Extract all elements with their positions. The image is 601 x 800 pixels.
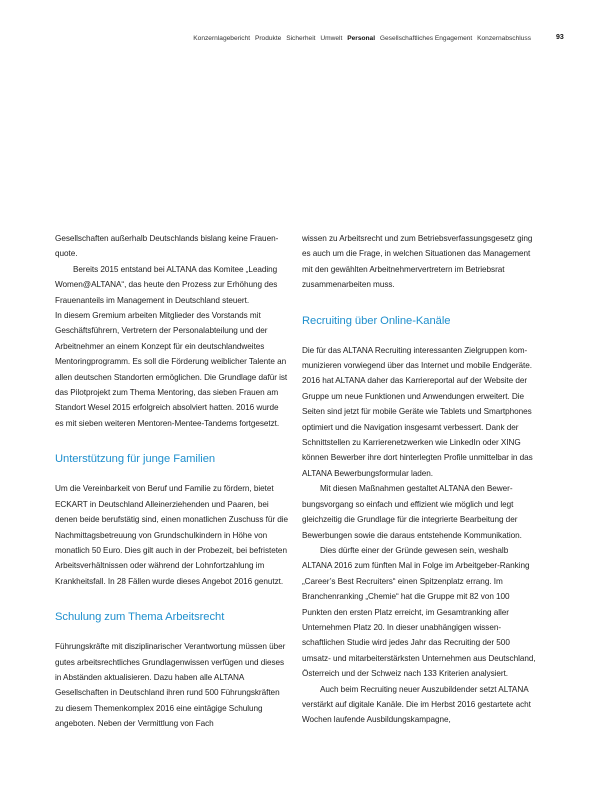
nav-item-sicherheit[interactable]: Sicherheit: [286, 35, 316, 42]
paragraph: Auch beim Recruiting neuer Auszubildender setzt ALTANA verstärkt auf digitale Kanäle. Die im Herbst 2016 gestartete acht Wochen laufende Ausbildungskampagne,: [302, 684, 531, 725]
paragraph: Um die Vereinbarkeit von Beruf und Familie zu fördern, bietet ECKART in Deutschland Alleinerziehenden und Paaren, bei denen beide berufstätig sind, einen monatlichen Zuschuss für die Nachmittagsbetreuung von Grundschulkindern in Höhe von monatlich 50 Euro. Dies gilt auch in der Probezeit, bei befristeten Arbeitsverhältnissen oder während der Lohnfortzahlung im Krankheitsfall. In 28 Fällen wurde dieses Angebot 2016 genutzt.: [55, 484, 289, 586]
paragraph: Führungskräfte mit disziplinarischer Verantwortung müssen über gutes arbeitsrechtliches Grundlagenwissen verfügen und dieses in Abständen aktualisieren. Dazu haben alle ALTANA Gesellschaften in Deutschland ihren rund 500 Führungskräften zu diesem Themenkomplex 2016 eine eintägige Schulung angeboten. Neben der Vermittlung von Fach: [55, 642, 286, 729]
right-column: [302, 231, 536, 728]
page-number: 93: [556, 34, 564, 41]
section-heading: Schulung zum Thema Arbeitsrecht: [55, 611, 225, 624]
nav-item-gesellschaftliches-engagement[interactable]: Gesellschaftliches Engagement: [379, 35, 473, 42]
nav-item-umwelt[interactable]: Umwelt: [320, 35, 343, 42]
paragraph: In diesem Gremium arbeiten Mitglieder des Vorstands mit Geschäftsführern, Vertretern der Personalabteilung und der Arbeitnehmer an einem Konzept für ein deutschlandweites Mentoringprogramm. Es soll die Förderung weiblicher Talente an allen deutschen Standorten ermöglichen. Die Grundlage dafür ist das Pilotprojekt zum Thema Mentoring, das sieben Frauen am Standort Wesel 2015 erfolgreich absolviert hatten. 2016 wurde es mit sieben weiteren Mentoren-Mentee-Tandems fortgesetzt.: [55, 311, 288, 428]
nav-item-produkte[interactable]: Produkte: [254, 35, 282, 42]
paragraph: Bereits 2015 entstand bei ALTANA das Komitee „Leading Women@ALTANA“, das heute den Prozess zur Erhöhung des Frauenanteils im Management in Deutschland steuert.: [55, 264, 278, 305]
section-heading: Recruiting über Online-Kanäle: [302, 314, 451, 327]
paragraph: Die für das ALTANA Recruiting interessanten Zielgruppen kommunizieren vorwiegend über das Internet und mobile Endgeräte. 2016 hat ALTANA daher das Karriereportal auf der Website der Gruppe um neue Funktionen und Anwendungen erweitert. Die Seiten sind jetzt für mobile Geräte wie Tablets und Smartphones optimiert und die Navigation insgesamt verbessert. Dank der Schnittstellen zu Karrierenetzwerken wie LinkedIn oder XING können Bewerber ihre dort hinterlegten Profile unmittelbar in das ALTANA Bewerbungsformular laden.: [302, 345, 533, 478]
nav-item-konzernlagebericht[interactable]: Konzernlagebericht: [193, 35, 251, 42]
left-column: [55, 231, 289, 732]
paragraph: wissen zu Arbeitsrecht und zum Betriebsverfassungsgesetz ging es auch um die Frage, in welchen Situationen das Management mit den gewählten Arbeitnehmervertretern im Betriebsrat zusammenarbeiten muss.: [302, 234, 533, 290]
section-navigation: [190, 35, 531, 42]
section-heading: Unterstützung für junge Familien: [55, 453, 216, 466]
paragraph: Gesellschaften außerhalb Deutschlands bislang keine Frauenquote.: [55, 234, 279, 259]
nav-item-personal[interactable]: Personal: [347, 35, 376, 42]
nav-item-konzernabschluss[interactable]: Konzernabschluss: [477, 35, 531, 42]
paragraph: Mit diesen Maßnahmen gestaltet ALTANA den Bewerbungsvorgang so einfach und effizient wie möglich und legt gleichzeitig die Grundlage für die integrierte Bearbeitung der Bewerbungen sowie die daraus entstehende Kommunikation.: [302, 484, 522, 540]
paragraph: Dies dürfte einer der Gründe gewesen sein, weshalb ALTANA 2016 zum fünften Mal in Folge im Arbeitgeber-Ranking „Career’s Best Recruiters“ einen Spitzenplatz errang. Im Branchenranking „Chemie“ hat die Gruppe mit 82 von 100 Punkten den ersten Platz erreicht, im Gesamtranking aller Unternehmen Platz 20. In dieser unabhängigen wissenschaftlichen Studie wird jedes Jahr das Recruiting der 500 umsatz- und mitarbeiterstärksten Unternehmen aus Deutschland, Österreich und der Schweiz nach 133 Kriterien analysiert.: [302, 545, 536, 679]
